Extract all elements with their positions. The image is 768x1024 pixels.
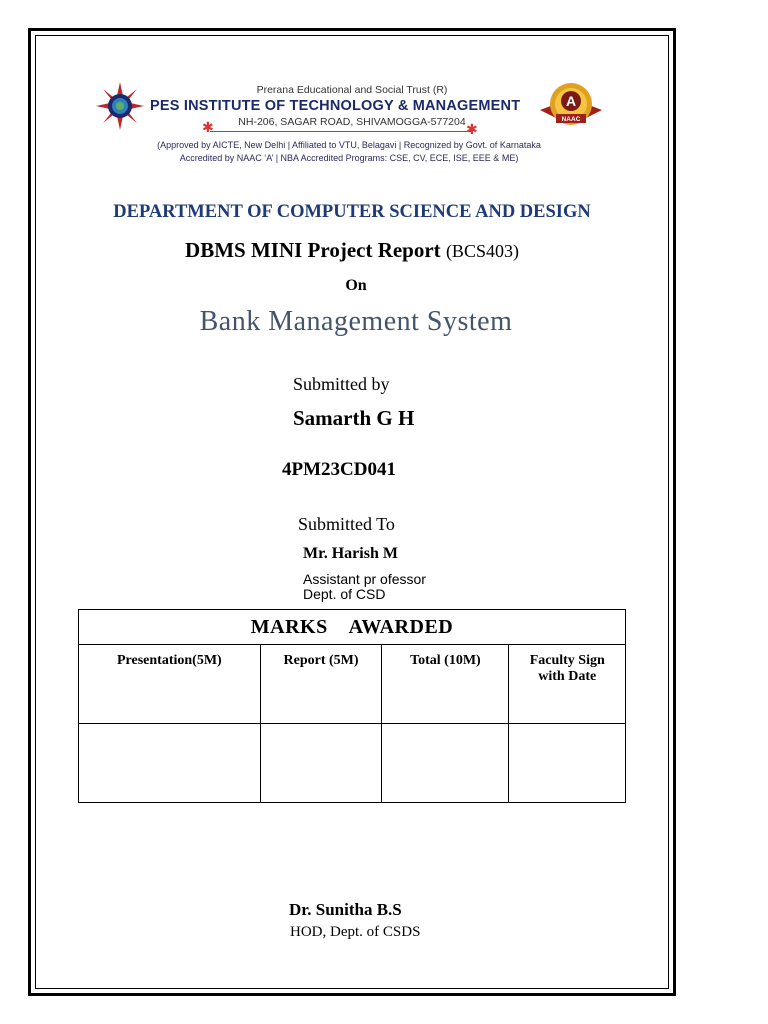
report-title: DBMS MINI Project Report	[185, 238, 441, 262]
on-label: On	[345, 277, 367, 294]
naac-label: NAAC	[561, 116, 581, 123]
report-heading	[0, 238, 704, 263]
column-header-total: Total (10M)	[382, 645, 509, 724]
marks-table-title	[79, 610, 626, 645]
divider	[210, 131, 472, 132]
hod-name: Dr. Sunitha B.S	[289, 900, 402, 919]
hod-role: HOD, Dept. of CSDS	[290, 924, 421, 940]
project-title: Bank Management System	[199, 306, 513, 337]
guide-role: Assistant pr ofessor	[303, 571, 426, 587]
guide-name: Mr. Harish M	[303, 545, 398, 562]
naac-grade: A	[565, 93, 577, 109]
marks-cell-faculty-sign	[509, 724, 626, 803]
trust-name: Prerana Educational and Social Trust (R)	[256, 84, 448, 96]
department-title: DEPARTMENT OF COMPUTER SCIENCE AND DESIGN	[113, 202, 591, 222]
submitted-by-label: Submitted by	[293, 374, 390, 394]
marks-cell-total	[382, 724, 509, 803]
student-name: Samarth G H	[293, 406, 415, 430]
column-header-report: Report (5M)	[260, 645, 382, 724]
column-header-faculty-sign: Faculty Sign with Date	[509, 645, 626, 724]
marks-cell-presentation	[79, 724, 261, 803]
student-usn: 4PM23CD041	[282, 459, 396, 480]
guide-dept: Dept. of CSD	[303, 586, 386, 602]
institute-name: PES INSTITUTE OF TECHNOLOGY & MANAGEMENT	[150, 98, 521, 114]
page-border-inner	[35, 35, 669, 989]
submitted-to-label: Submitted To	[298, 514, 395, 534]
course-code: (BCS403)	[445, 241, 519, 261]
institute-header	[92, 76, 606, 176]
marks-cell-report	[260, 724, 382, 803]
column-header-presentation: Presentation(5M)	[79, 645, 261, 724]
institute-address: NH-206, SAGAR ROAD, SHIVAMOGGA-577204	[238, 116, 466, 128]
star-icon: ✱	[466, 123, 478, 138]
marks-title-text: MARKS AWARDED	[250, 615, 454, 638]
accreditation-text: Accredited by NAAC ‘A’ | NBA Accredited Programs: CSE, CV, ECE, ISE, EEE & ME)	[179, 153, 519, 163]
star-icon: ✱	[202, 121, 214, 136]
approval-text: (Approved by AICTE, New Delhi | Affiliated to VTU, Belagavi | Recognized by Govt. of Karnataka	[157, 140, 541, 150]
marks-table	[78, 609, 626, 803]
naac-badge-icon	[538, 80, 604, 130]
